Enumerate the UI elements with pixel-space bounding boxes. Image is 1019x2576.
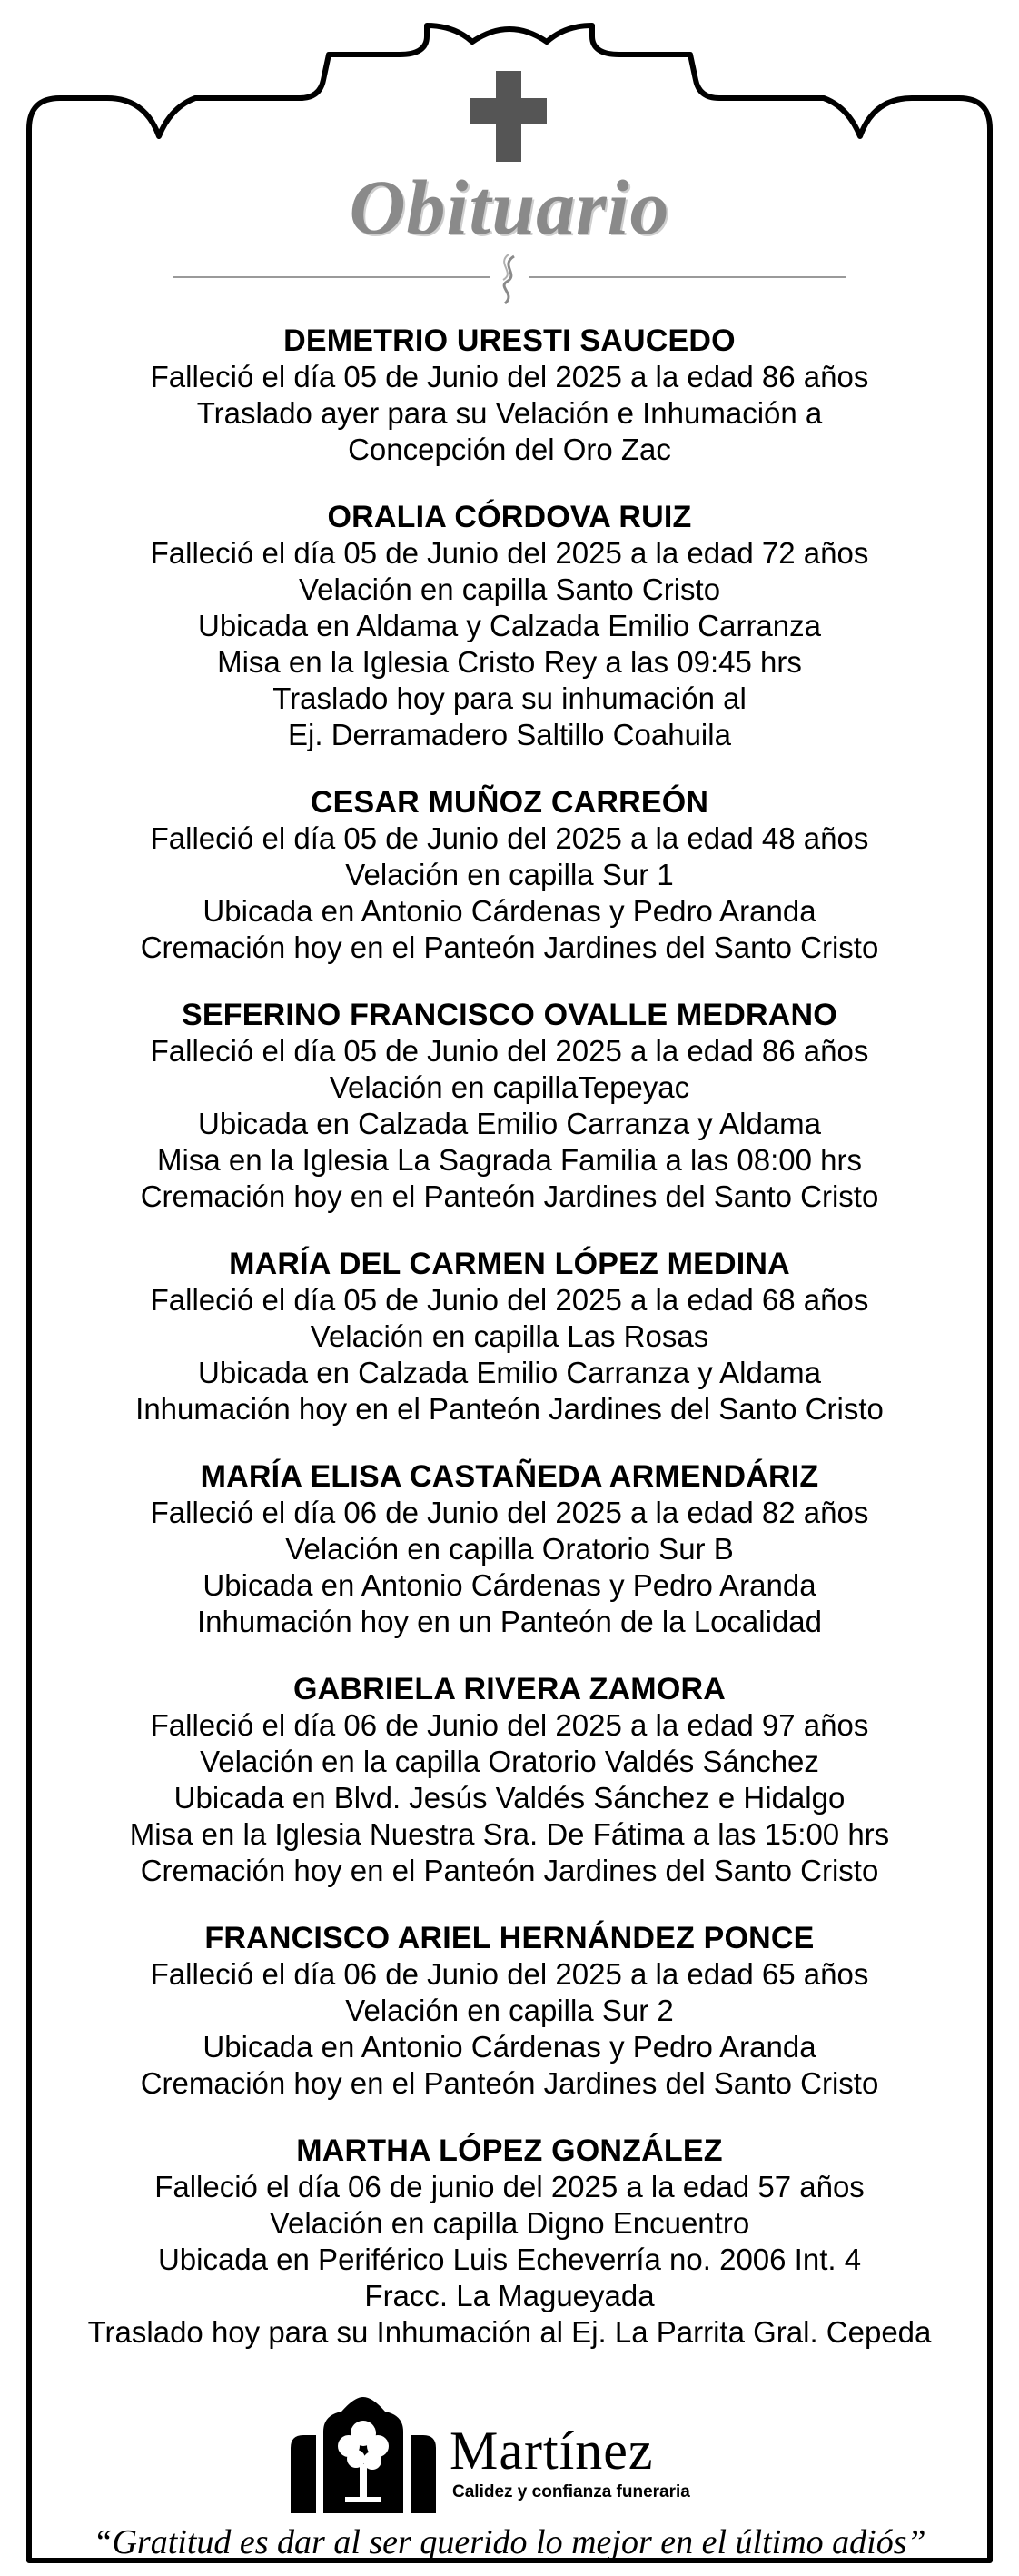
obituary-detail-line: Fracc. La Magueyada	[364, 2279, 655, 2312]
obituary-entry	[54, 997, 965, 1215]
obituary-detail-line: Misa en la Iglesia La Sagrada Familia a las 08:00 hrs	[157, 1143, 862, 1177]
obituary-detail-line: Ubicada en Antonio Cárdenas y Pedro Aranda	[203, 2030, 816, 2064]
obituary-detail-line: Falleció el día 05 de Junio del 2025 a la edad 68 años	[150, 1283, 869, 1317]
obituary-detail-line: Velación en la capilla Oratorio Valdés Sánchez	[200, 1745, 819, 1778]
obituary-detail-line: Concepción del Oro Zac	[348, 433, 671, 466]
obituary-detail-line: Cremación hoy en el Panteón Jardines del Santo Cristo	[140, 930, 879, 964]
obituary-entry	[54, 1246, 965, 1427]
page-title: Obituario	[349, 164, 670, 251]
obituary-detail-line: Cremación hoy en el Panteón Jardines del Santo Cristo	[140, 1179, 879, 1213]
chapel-tree-logo-icon	[291, 2395, 436, 2513]
deceased-name: MARÍA ELISA CASTAÑEDA ARMENDÁRIZ	[200, 1459, 819, 1494]
divider-left	[173, 276, 490, 278]
motto: “Gratitud es dar al ser querido lo mejor en el último adiós”	[93, 2523, 926, 2561]
obituary-detail-line: Falleció el día 06 de Junio del 2025 a la edad 97 años	[150, 1708, 869, 1742]
obituary-detail-line: Cremación hoy en el Panteón Jardines del Santo Cristo	[140, 1854, 879, 1887]
obituary-detail-line: Velación en capilla Digno Encuentro	[269, 2206, 750, 2240]
obituary-detail-line: Traslado hoy para su inhumación al	[272, 681, 747, 715]
obituary-entry	[54, 323, 965, 468]
obituary-detail-line: Ubicada en Periférico Luis Echeverría no. 2006 Int. 4	[157, 2243, 862, 2276]
obituary-detail-line: Traslado ayer para su Velación e Inhumación a	[196, 396, 823, 430]
obituary-detail-line: Traslado hoy para su Inhumación al Ej. La Parrita Gral. Cepeda	[87, 2315, 932, 2349]
obituary-detail-line: Velación en capilla Santo Cristo	[298, 572, 721, 606]
obituary-entry	[54, 1458, 965, 1640]
deceased-name: CESAR MUÑOZ CARREÓN	[310, 785, 709, 820]
obituary-detail-line: Falleció el día 05 de Junio del 2025 a la edad 72 años	[150, 536, 869, 570]
obituary-detail-line: Falleció el día 05 de Junio del 2025 a la edad 86 años	[150, 1034, 869, 1068]
deceased-name: ORALIA CÓRDOVA RUIZ	[327, 500, 692, 534]
obituary-detail-line: Ubicada en Antonio Cárdenas y Pedro Aranda	[203, 894, 816, 928]
obituary-entry	[54, 1671, 965, 1889]
obituary-detail-line: Falleció el día 06 de Junio del 2025 a la edad 65 años	[150, 1957, 869, 1991]
obituary-detail-line: Misa en la Iglesia Nuestra Sra. De Fátima a las 15:00 hrs	[129, 1817, 890, 1851]
obituary-detail-line: Inhumación hoy en el Panteón Jardines del Santo Cristo	[135, 1392, 884, 1426]
obituary-detail-line: Ubicada en Calzada Emilio Carranza y Aldama	[197, 1107, 821, 1140]
obituary-detail-line: Ubicada en Aldama y Calzada Emilio Carranza	[197, 609, 821, 642]
obituary-detail-line: Ubicada en Antonio Cárdenas y Pedro Aranda	[203, 1568, 816, 1602]
deceased-name: DEMETRIO URESTI SAUCEDO	[283, 323, 736, 358]
obituary-entry	[54, 499, 965, 753]
obituary-detail-line: Ubicada en Blvd. Jesús Valdés Sánchez e Hidalgo	[173, 1781, 846, 1815]
obituary-detail-line: Cremación hoy en el Panteón Jardines del Santo Cristo	[140, 2066, 879, 2100]
deceased-name: SEFERINO FRANCISCO OVALLE MEDRANO	[182, 998, 837, 1032]
obituary-detail-line: Inhumación hoy en un Panteón de la Localidad	[196, 1605, 823, 1638]
deceased-name: FRANCISCO ARIEL HERNÁNDEZ PONCE	[204, 1921, 815, 1955]
deceased-name: MARTHA LÓPEZ GONZÁLEZ	[296, 2133, 723, 2168]
obituary-detail-line: Falleció el día 06 de Junio del 2025 a la edad 82 años	[150, 1496, 869, 1529]
flourish-icon	[496, 253, 523, 307]
obituary-detail-line: Velación en capilla Oratorio Sur B	[285, 1532, 734, 1566]
obituary-detail-line: Falleció el día 05 de Junio del 2025 a la edad 48 años	[150, 821, 869, 855]
obituary-list	[54, 323, 965, 2382]
obituary-entry	[54, 784, 965, 966]
brand-name: Martínez	[450, 2421, 654, 2481]
divider-right	[529, 276, 846, 278]
deceased-name: GABRIELA RIVERA ZAMORA	[293, 1672, 726, 1706]
obituary-detail-line: Velación en capilla Las Rosas	[310, 1319, 709, 1353]
obituary-detail-line: Velación en capilla Sur 1	[345, 858, 674, 891]
brand-tagline: Calidez y confianza funeraria	[452, 2482, 690, 2501]
obituary-detail-line: Ubicada en Calzada Emilio Carranza y Aldama	[197, 1356, 821, 1389]
obituary-detail-line: Misa en la Iglesia Cristo Rey a las 09:45 hrs	[217, 645, 802, 679]
deceased-name: MARÍA DEL CARMEN LÓPEZ MEDINA	[229, 1247, 790, 1281]
funeral-home-logo	[291, 2395, 745, 2513]
cross-icon	[470, 71, 547, 162]
obituary-detail-line: Velación en capilla Sur 2	[345, 1994, 674, 2027]
obituary-detail-line: Falleció el día 05 de Junio del 2025 a la edad 86 años	[150, 360, 869, 393]
obituary-entry	[54, 2133, 965, 2351]
obituary-detail-line: Ej. Derramadero Saltillo Coahuila	[288, 718, 731, 751]
obituary-detail-line: Falleció el día 06 de junio del 2025 a la edad 57 años	[154, 2170, 865, 2203]
obituary-detail-line: Velación en capillaTepeyac	[329, 1070, 690, 1104]
obituary-entry	[54, 1920, 965, 2102]
header	[0, 0, 1019, 309]
